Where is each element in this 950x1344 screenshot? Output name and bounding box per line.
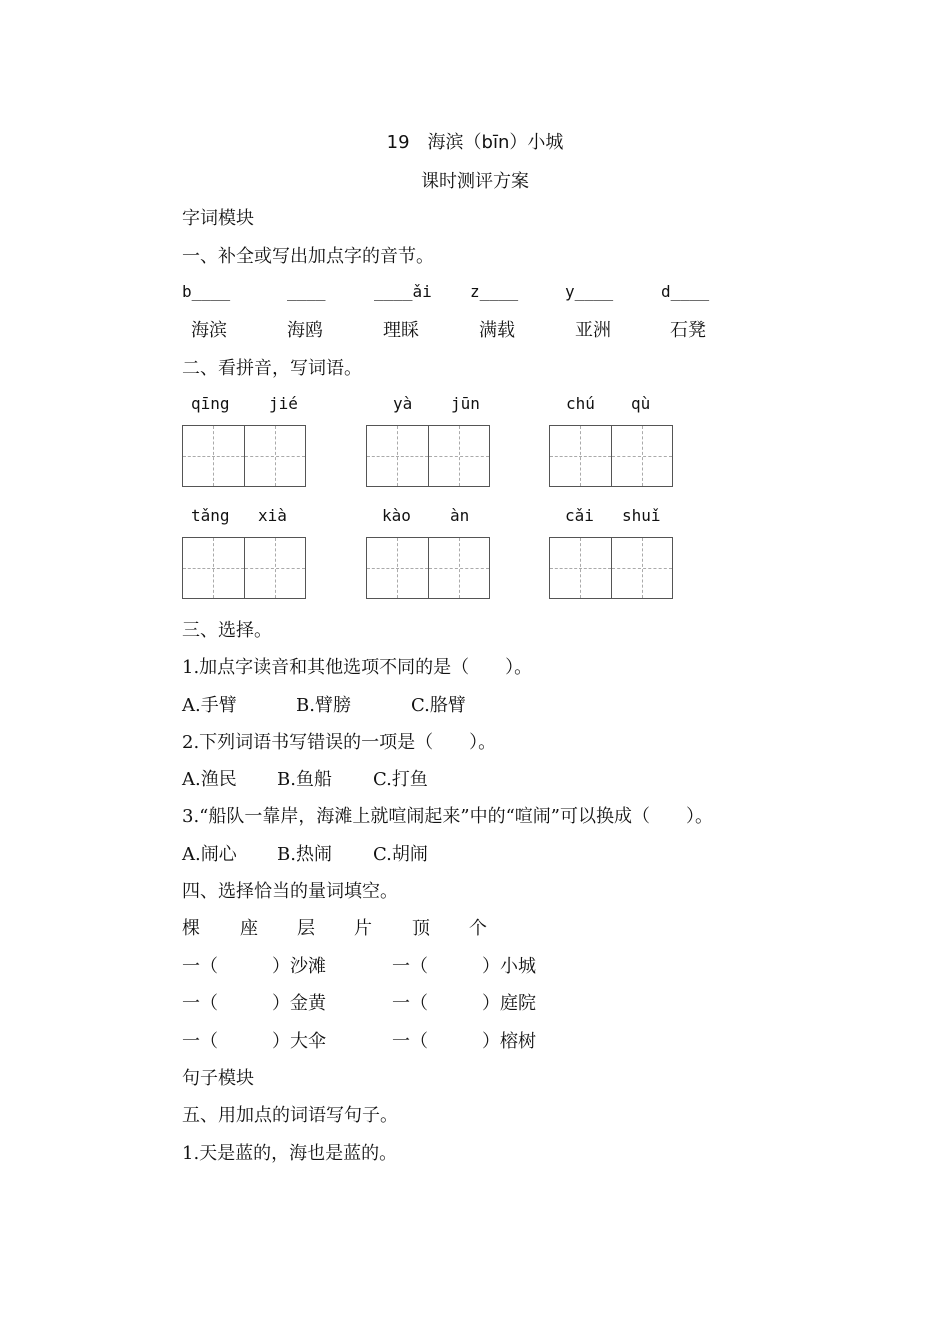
word: 海滨 [191, 320, 227, 341]
word: 理睬 [383, 320, 419, 341]
choice-option: A.闹心 [182, 844, 237, 865]
choice-option: C.打鱼 [373, 769, 428, 790]
measure-word: 顶 [412, 918, 430, 939]
syllable-blank: z____ [470, 282, 519, 301]
measure-word: 层 [297, 918, 315, 939]
module-heading-sentences: 句子模块 [182, 1068, 254, 1089]
writing-grid[interactable] [366, 425, 490, 487]
syllable-blank: d____ [661, 282, 710, 301]
pinyin: cǎi [565, 506, 594, 525]
pinyin: xià [258, 506, 287, 525]
measure-word: 棵 [182, 918, 200, 939]
pinyin: yà [393, 394, 413, 413]
choice-option: C.胳臂 [411, 695, 466, 716]
fill-blank: 一（ ）沙滩 [182, 956, 326, 977]
question-3-heading: 三、选择。 [182, 620, 272, 641]
syllable-blank: y____ [565, 282, 614, 301]
fill-blank: 一（ ）庭院 [392, 993, 536, 1014]
word: 石凳 [670, 320, 706, 341]
choice-stem: 3.“船队一靠岸，海滩上就喧闹起来”中的“喧闹”可以换成（ ）。 [182, 806, 713, 827]
pinyin: kào [382, 506, 411, 525]
pinyin: qù [631, 394, 651, 413]
pinyin: àn [450, 506, 470, 525]
syllable-blank: b____ [182, 282, 231, 301]
page-title: 19 海滨（bīn）小城 [386, 132, 564, 153]
question-4-heading: 四、选择恰当的量词填空。 [182, 881, 398, 902]
choice-stem: 2.下列词语书写错误的一项是（ ）。 [182, 732, 497, 753]
measure-word: 个 [469, 918, 487, 939]
pinyin: qīng [191, 394, 230, 413]
choice-option: C.胡闹 [373, 844, 428, 865]
writing-grid[interactable] [549, 425, 673, 487]
syllable-blank: ____ [287, 282, 326, 301]
question-1-heading: 一、补全或写出加点字的音节。 [182, 246, 434, 267]
measure-word: 片 [354, 918, 372, 939]
question-5-heading: 五、用加点的词语写句子。 [182, 1105, 398, 1126]
question-2-heading: 二、看拼音，写词语。 [182, 358, 362, 379]
writing-grid[interactable] [366, 537, 490, 599]
syllable-blank: ____ǎi [374, 282, 432, 301]
choice-option: B.臂膀 [296, 695, 351, 716]
pinyin: shuǐ [622, 506, 661, 525]
measure-word: 座 [240, 918, 258, 939]
fill-blank: 一（ ）榕树 [392, 1031, 536, 1052]
fill-blank: 一（ ）金黄 [182, 993, 326, 1014]
page-subtitle: 课时测评方案 [421, 171, 529, 192]
pinyin: jūn [451, 394, 480, 413]
word: 亚洲 [575, 320, 611, 341]
choice-option: B.热闹 [277, 844, 332, 865]
word: 海鸥 [287, 320, 323, 341]
choice-option: A.手臂 [182, 695, 237, 716]
module-heading-words: 字词模块 [182, 208, 254, 229]
pinyin: jié [269, 394, 298, 413]
writing-grid[interactable] [182, 537, 306, 599]
choice-option: A.渔民 [182, 769, 237, 790]
sentence-item: 1.天是蓝的，海也是蓝的。 [182, 1143, 398, 1164]
pinyin: chú [566, 394, 595, 413]
word: 满载 [479, 320, 515, 341]
fill-blank: 一（ ）小城 [392, 956, 536, 977]
choice-option: B.鱼船 [277, 769, 332, 790]
choice-stem: 1.加点字读音和其他选项不同的是（ ）。 [182, 657, 533, 678]
writing-grid[interactable] [549, 537, 673, 599]
writing-grid[interactable] [182, 425, 306, 487]
fill-blank: 一（ ）大伞 [182, 1031, 326, 1052]
pinyin: tǎng [191, 506, 230, 525]
